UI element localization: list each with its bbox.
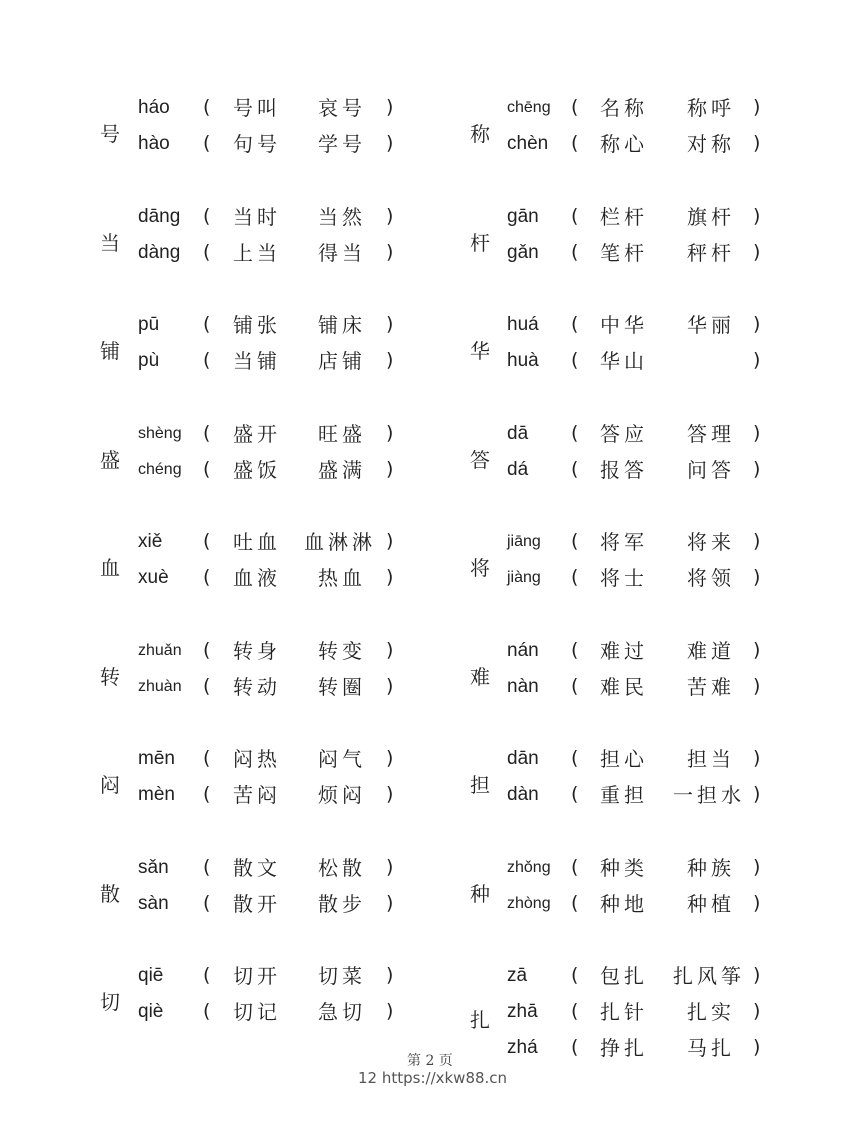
pinyin: huà xyxy=(507,350,539,371)
example-word: 急切 xyxy=(318,1000,366,1024)
example-word: 苦闷 xyxy=(233,783,281,807)
pinyin: pū xyxy=(138,314,160,335)
example-word: 答应 xyxy=(600,421,648,446)
example-word: 一担水 xyxy=(673,783,745,807)
open-paren: ( xyxy=(203,964,211,986)
head-character: 担 xyxy=(470,773,490,797)
example-word: 旺盛 xyxy=(318,421,366,446)
example-word: 转动 xyxy=(233,674,281,699)
example-word: 热血 xyxy=(318,566,366,590)
open-paren: ( xyxy=(571,96,579,118)
example-word: 将来 xyxy=(687,530,735,554)
open-paren: ( xyxy=(571,891,579,914)
example-word: 转变 xyxy=(318,638,366,663)
close-paren: ) xyxy=(753,349,761,371)
head-character: 闷 xyxy=(100,773,120,797)
close-paren: ) xyxy=(753,1000,761,1022)
head-character: 血 xyxy=(100,556,120,580)
head-character: 种 xyxy=(470,881,490,906)
example-word: 切记 xyxy=(233,1000,281,1024)
open-paren: ( xyxy=(203,674,211,697)
pinyin: zhǒng xyxy=(507,858,551,876)
example-word: 上当 xyxy=(233,240,281,265)
example-word: 血淋淋 xyxy=(304,530,376,554)
pinyin: zhá xyxy=(507,1037,538,1058)
example-word: 扎实 xyxy=(687,1000,735,1024)
open-paren: ( xyxy=(203,566,211,588)
open-paren: ( xyxy=(203,204,211,227)
pinyin: zā xyxy=(507,965,528,986)
example-word: 当时 xyxy=(233,204,281,229)
pinyin: sǎn xyxy=(138,856,169,878)
open-paren: ( xyxy=(203,855,211,878)
close-paren: ) xyxy=(386,240,394,263)
close-paren: ) xyxy=(753,674,761,697)
close-paren: ) xyxy=(386,457,394,480)
pinyin: jiàng xyxy=(507,569,541,586)
pinyin: qiè xyxy=(138,1001,164,1022)
close-paren: ) xyxy=(386,132,394,154)
pinyin: nán xyxy=(507,639,539,661)
example-word: 中华 xyxy=(600,313,648,337)
close-paren: ) xyxy=(753,566,761,588)
example-word: 难民 xyxy=(600,674,648,699)
pinyin: hào xyxy=(138,133,170,154)
example-word: 担心 xyxy=(600,747,648,771)
close-paren: ) xyxy=(753,457,761,480)
example-word: 吐血 xyxy=(233,530,281,554)
example-word: 盛饭 xyxy=(233,457,281,482)
open-paren: ( xyxy=(571,855,579,878)
close-paren: ) xyxy=(753,747,761,769)
example-word: 种类 xyxy=(600,855,648,880)
example-word: 马扎 xyxy=(687,1036,735,1060)
example-word: 答理 xyxy=(687,421,735,446)
close-paren: ) xyxy=(753,204,761,227)
example-word: 问答 xyxy=(687,457,735,482)
example-word: 血液 xyxy=(233,566,281,590)
source-url: 12 https://xkw88.cn xyxy=(358,1069,508,1087)
example-word: 秤杆 xyxy=(687,240,735,265)
close-paren: ) xyxy=(753,1036,761,1058)
example-word: 扎风筝 xyxy=(673,964,745,988)
example-word: 铺张 xyxy=(233,313,281,337)
example-word: 将士 xyxy=(600,566,648,590)
close-paren: ) xyxy=(753,240,761,263)
example-word: 名称 xyxy=(600,96,648,120)
example-word: 盛开 xyxy=(233,421,281,446)
pinyin: jiāng xyxy=(507,533,541,550)
pinyin: dān xyxy=(507,748,539,769)
open-paren: ( xyxy=(203,421,211,444)
close-paren: ) xyxy=(386,638,394,661)
head-character: 散 xyxy=(100,881,120,906)
open-paren: ( xyxy=(571,1000,579,1022)
example-word: 称呼 xyxy=(687,96,735,120)
pinyin: zhuǎn xyxy=(138,641,182,659)
open-paren: ( xyxy=(203,1000,211,1022)
open-paren: ( xyxy=(571,964,579,986)
example-word: 包扎 xyxy=(600,964,648,988)
close-paren: ) xyxy=(386,96,394,118)
open-paren: ( xyxy=(571,132,579,154)
example-word: 笔杆 xyxy=(600,240,648,265)
close-paren: ) xyxy=(386,783,394,805)
example-word: 号叫 xyxy=(233,96,281,120)
open-paren: ( xyxy=(203,747,211,769)
example-word: 苦难 xyxy=(687,674,735,699)
close-paren: ) xyxy=(753,638,761,661)
pinyin: qiē xyxy=(138,965,164,986)
pinyin: shèng xyxy=(138,424,182,442)
close-paren: ) xyxy=(753,783,761,805)
example-word: 转身 xyxy=(233,638,281,663)
open-paren: ( xyxy=(203,313,211,335)
close-paren: ) xyxy=(386,349,394,371)
example-word: 种植 xyxy=(687,891,735,916)
open-paren: ( xyxy=(571,313,579,335)
close-paren: ) xyxy=(386,855,394,878)
open-paren: ( xyxy=(203,96,211,118)
example-word: 扎针 xyxy=(600,1000,648,1024)
example-word: 散开 xyxy=(233,891,281,916)
open-paren: ( xyxy=(571,530,579,552)
pinyin: chēng xyxy=(507,99,551,116)
example-word: 切菜 xyxy=(318,964,366,988)
pinyin: dá xyxy=(507,458,529,480)
pinyin: xiě xyxy=(138,531,163,552)
head-character: 答 xyxy=(470,447,490,472)
example-word: 散步 xyxy=(318,891,366,916)
example-word: 担当 xyxy=(687,747,735,771)
example-word: 句号 xyxy=(233,132,281,156)
open-paren: ( xyxy=(203,349,211,371)
close-paren: ) xyxy=(753,421,761,444)
pinyin: zhòng xyxy=(507,894,551,912)
close-paren: ) xyxy=(386,530,394,552)
open-paren: ( xyxy=(203,891,211,914)
example-word: 对称 xyxy=(687,132,735,156)
example-word: 闷气 xyxy=(318,747,366,771)
head-character: 铺 xyxy=(100,339,120,363)
pinyin: dāng xyxy=(138,205,181,227)
close-paren: ) xyxy=(753,855,761,878)
head-character: 切 xyxy=(100,990,120,1014)
close-paren: ) xyxy=(386,421,394,444)
head-character: 称 xyxy=(470,122,490,146)
example-word: 闷热 xyxy=(233,747,281,771)
close-paren: ) xyxy=(386,566,394,588)
open-paren: ( xyxy=(203,240,211,263)
close-paren: ) xyxy=(753,96,761,118)
page-number: 第 2 页 xyxy=(407,1053,453,1069)
open-paren: ( xyxy=(571,421,579,444)
open-paren: ( xyxy=(571,1036,579,1058)
example-word: 切开 xyxy=(233,964,281,988)
example-word: 得当 xyxy=(318,240,366,265)
close-paren: ) xyxy=(386,313,394,335)
close-paren: ) xyxy=(386,1000,394,1022)
example-word: 铺床 xyxy=(318,313,366,337)
head-character: 转 xyxy=(100,664,120,689)
head-character: 盛 xyxy=(100,447,120,472)
pinyin: háo xyxy=(138,97,170,118)
pinyin: dàng xyxy=(138,241,181,263)
pinyin: dàn xyxy=(507,784,539,805)
close-paren: ) xyxy=(753,313,761,335)
example-word: 旗杆 xyxy=(687,204,735,229)
example-word: 散文 xyxy=(233,855,281,880)
open-paren: ( xyxy=(571,457,579,480)
pinyin: mèn xyxy=(138,784,175,805)
close-paren: ) xyxy=(753,964,761,986)
pinyin: gǎn xyxy=(507,241,539,263)
close-paren: ) xyxy=(386,674,394,697)
example-word: 称心 xyxy=(600,132,648,156)
head-character: 扎 xyxy=(470,1008,490,1032)
open-paren: ( xyxy=(571,240,579,263)
example-word: 挣扎 xyxy=(600,1036,648,1060)
example-word: 转圈 xyxy=(318,674,366,699)
pinyin: mēn xyxy=(138,748,175,769)
open-paren: ( xyxy=(203,457,211,480)
pinyin: zhuàn xyxy=(138,677,182,695)
pinyin: nàn xyxy=(507,675,539,697)
open-paren: ( xyxy=(571,566,579,588)
pinyin: dā xyxy=(507,422,529,444)
close-paren: ) xyxy=(386,747,394,769)
head-character: 当 xyxy=(100,230,120,255)
example-word: 报答 xyxy=(600,457,648,482)
open-paren: ( xyxy=(571,674,579,697)
head-character: 杆 xyxy=(470,230,490,255)
pinyin: gān xyxy=(507,205,539,227)
close-paren: ) xyxy=(753,530,761,552)
head-character: 将 xyxy=(470,556,490,580)
open-paren: ( xyxy=(571,204,579,227)
example-word: 将领 xyxy=(687,566,735,590)
head-character: 号 xyxy=(100,122,120,146)
example-word: 盛满 xyxy=(318,457,366,482)
open-paren: ( xyxy=(571,783,579,805)
example-word: 栏杆 xyxy=(600,204,648,229)
pinyin: zhā xyxy=(507,1001,538,1022)
example-word: 种族 xyxy=(687,855,735,880)
example-word: 学号 xyxy=(318,132,366,156)
example-word: 哀号 xyxy=(318,96,366,120)
open-paren: ( xyxy=(571,747,579,769)
close-paren: ) xyxy=(386,891,394,914)
pinyin: sàn xyxy=(138,892,169,914)
pinyin: chéng xyxy=(138,460,182,478)
close-paren: ) xyxy=(386,964,394,986)
example-word: 华山 xyxy=(600,349,648,373)
pinyin: huá xyxy=(507,314,539,335)
example-word: 松散 xyxy=(318,855,366,880)
close-paren: ) xyxy=(386,204,394,227)
close-paren: ) xyxy=(753,891,761,914)
open-paren: ( xyxy=(571,349,579,371)
close-paren: ) xyxy=(753,132,761,154)
open-paren: ( xyxy=(203,783,211,805)
example-word: 华丽 xyxy=(687,313,735,337)
example-word: 难过 xyxy=(600,638,648,663)
open-paren: ( xyxy=(203,530,211,552)
pinyin: pù xyxy=(138,350,160,371)
open-paren: ( xyxy=(571,638,579,661)
head-character: 难 xyxy=(470,664,490,689)
example-word: 难道 xyxy=(687,638,735,663)
example-word: 将军 xyxy=(600,530,648,554)
head-character: 华 xyxy=(470,339,490,363)
example-word: 种地 xyxy=(600,891,648,916)
open-paren: ( xyxy=(203,132,211,154)
example-word: 当铺 xyxy=(233,349,281,373)
example-word: 烦闷 xyxy=(318,783,366,807)
open-paren: ( xyxy=(203,638,211,661)
example-word: 重担 xyxy=(600,783,648,807)
example-word: 当然 xyxy=(318,204,366,229)
pinyin: xuè xyxy=(138,567,169,588)
pinyin: chèn xyxy=(507,133,549,154)
example-word: 店铺 xyxy=(318,349,366,373)
